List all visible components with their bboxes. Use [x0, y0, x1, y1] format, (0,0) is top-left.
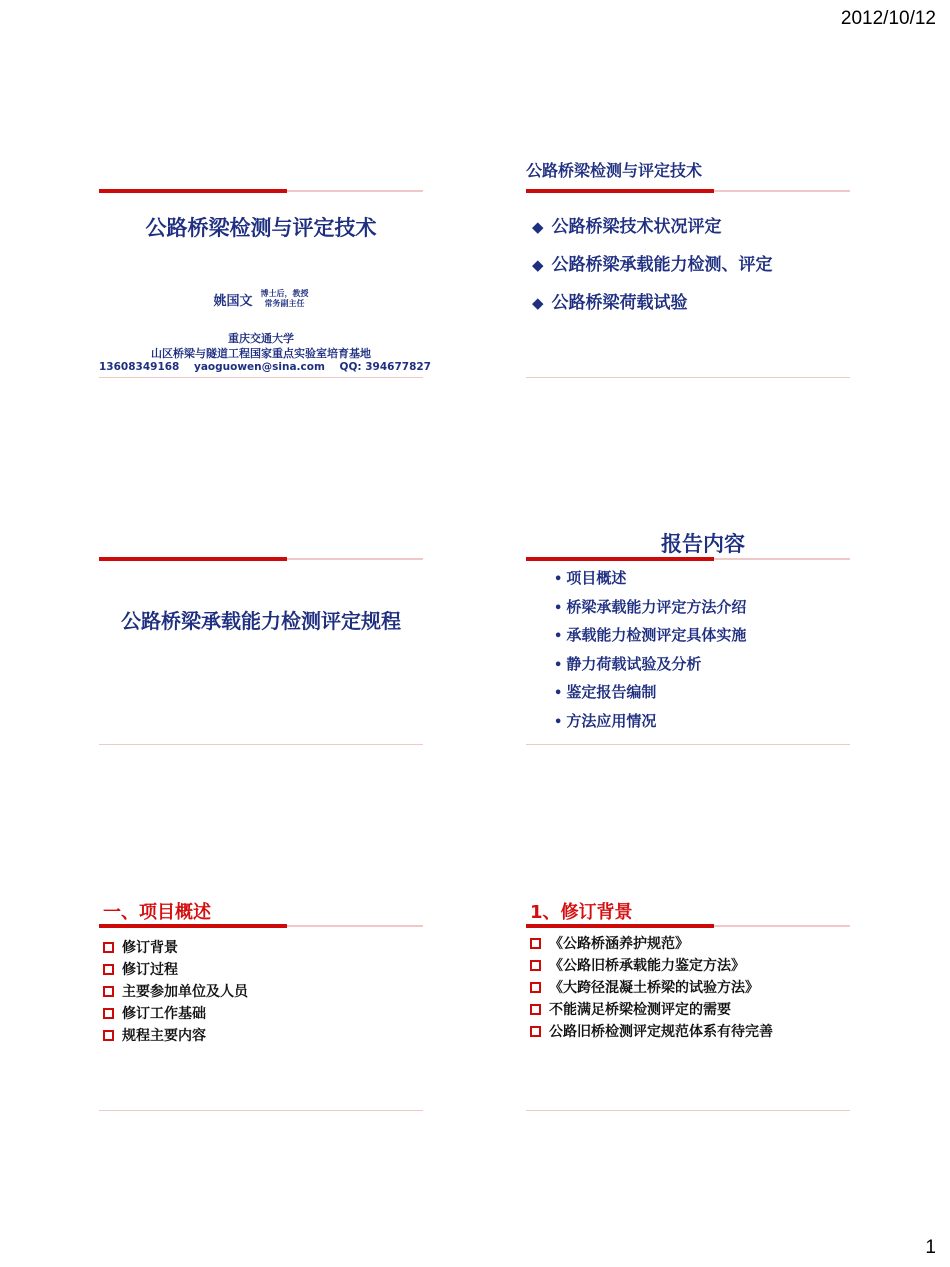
list-item: • 桥梁承载能力评定方法介绍	[554, 597, 747, 616]
author-titles	[261, 289, 309, 309]
dot-bullet-icon: •	[554, 572, 563, 587]
slide-1-org-2: 山区桥梁与隧道工程国家重点实验室培育基地	[151, 347, 371, 360]
checkbox-bullet-icon	[103, 964, 114, 975]
slide-6-list	[530, 933, 773, 1043]
page-date: 2012/10/12	[840, 8, 936, 29]
list-item: • 项目概述	[554, 569, 627, 587]
slide-5-list	[103, 937, 248, 1047]
slide-6-title: 1、修订背景	[530, 902, 633, 923]
slide-3	[99, 500, 423, 744]
slide-2	[526, 134, 850, 378]
checkbox-bullet-icon	[530, 1026, 541, 1037]
checkbox-bullet-icon	[103, 986, 114, 997]
checkbox-bullet-icon	[103, 942, 114, 953]
slide-5-top-rule	[99, 925, 423, 927]
list-item: • 承载能力检测评定具体实施	[554, 626, 747, 644]
slide-3-top-rule	[99, 558, 423, 560]
slide-4-list	[554, 564, 746, 735]
author-name: 姚国文	[213, 293, 253, 309]
slide-4-title: 报告内容	[661, 532, 745, 556]
list-item: ◆ 公路桥梁技术状况评定	[532, 217, 722, 237]
slide-1-org-1: 重庆交通大学	[228, 332, 294, 345]
list-item: • 方法应用情况	[554, 711, 657, 730]
slide-6-top-rule	[526, 925, 850, 927]
slide-1	[99, 134, 431, 378]
list-item: 修订过程	[103, 959, 248, 981]
slide-4-bottom-rule	[526, 744, 850, 745]
slide-5	[99, 866, 423, 1110]
slide-2-bottom-rule	[526, 377, 850, 378]
slide-1-title: 公路桥梁检测与评定技术	[145, 216, 377, 240]
list-item: • 静力荷载试验及分析	[554, 654, 702, 673]
slide-1-contact: 13608349168 yaoguowen@sina.com QQ: 394677827	[99, 361, 431, 373]
author-title-2: 常务副主任	[264, 299, 305, 308]
list-item: ◆ 公路桥梁荷载试验	[532, 293, 688, 313]
checkbox-bullet-icon	[103, 1008, 114, 1019]
checkbox-bullet-icon	[530, 1004, 541, 1015]
list-item: ◆ 公路桥梁承载能力检测、评定	[532, 255, 773, 275]
dot-bullet-icon: •	[554, 629, 563, 644]
checkbox-bullet-icon	[103, 1030, 114, 1041]
slide-4	[526, 500, 850, 744]
checkbox-bullet-icon	[530, 982, 541, 993]
diamond-bullet-icon: ◆	[532, 218, 544, 236]
slide-5-title: 一、项目概述	[103, 902, 211, 923]
slide-3-title: 公路桥梁承载能力检测评定规程	[121, 609, 401, 633]
list-item: 《公路旧桥承载能力鉴定方法》	[530, 955, 773, 977]
slide-4-top-rule	[526, 558, 850, 560]
list-item: 主要参加单位及人员	[103, 981, 248, 1003]
list-item: 公路旧桥检测评定规范体系有待完善	[530, 1021, 773, 1043]
checkbox-bullet-icon	[530, 960, 541, 971]
slide-1-bottom-rule	[99, 377, 423, 378]
slide-6	[526, 866, 850, 1110]
list-item: 不能满足桥梁检测评定的需要	[530, 999, 773, 1021]
author-title-1: 博士后，教授	[260, 289, 309, 298]
slide-2-top-rule	[526, 190, 850, 192]
list-item: 《公路桥涵养护规范》	[530, 933, 773, 955]
list-item: 修订背景	[103, 937, 248, 959]
page-number: 1	[925, 1237, 936, 1258]
diamond-bullet-icon: ◆	[532, 256, 544, 274]
slide-5-bottom-rule	[99, 1110, 423, 1111]
dot-bullet-icon: •	[554, 714, 563, 730]
checkbox-bullet-icon	[530, 938, 541, 949]
slide-6-bottom-rule	[526, 1110, 850, 1111]
slide-1-author-block	[99, 289, 423, 309]
list-item: • 鉴定报告编制	[554, 683, 657, 701]
dot-bullet-icon: •	[554, 600, 563, 616]
list-item: 规程主要内容	[103, 1025, 248, 1047]
dot-bullet-icon: •	[554, 657, 563, 673]
list-item: 修订工作基础	[103, 1003, 248, 1025]
slide-3-bottom-rule	[99, 744, 423, 745]
slide-2-list	[532, 208, 773, 322]
diamond-bullet-icon: ◆	[532, 294, 544, 312]
slide-2-title: 公路桥梁检测与评定技术	[526, 161, 703, 180]
dot-bullet-icon: •	[554, 686, 563, 701]
slide-1-top-rule	[99, 190, 423, 192]
list-item: 《大跨径混凝土桥梁的试验方法》	[530, 977, 773, 999]
